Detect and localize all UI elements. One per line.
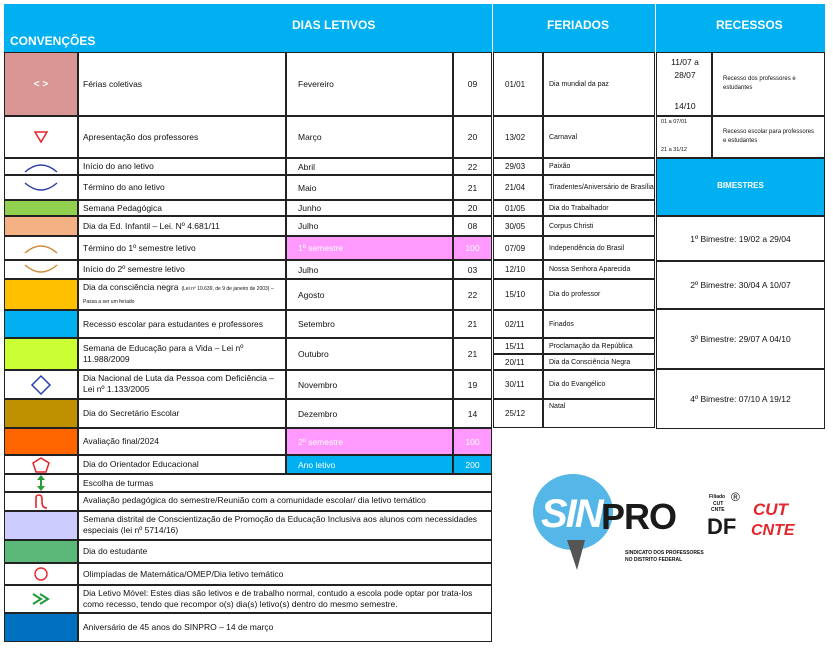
convention-swatch — [4, 338, 78, 370]
convention-swatch — [4, 399, 78, 428]
month-name: Março — [286, 116, 453, 158]
arc-down-icon — [21, 181, 61, 195]
month-name: Agosto — [286, 279, 453, 310]
holiday-date: 25/12 — [493, 399, 543, 428]
holiday-name: Dia do Evangélico — [543, 370, 655, 399]
holiday-name: Dia do professor — [543, 279, 655, 310]
holiday-name: Dia do Trabalhador — [543, 200, 655, 216]
convention-label — [78, 310, 286, 338]
holiday-date: 13/02 — [493, 116, 543, 158]
holiday-date: 21/04 — [493, 175, 543, 200]
bimesters-header — [656, 158, 825, 216]
holiday-name: Nossa Senhora Aparecida — [543, 260, 655, 279]
convention-label-text: Dia da Ed. Infantil – Lei. Nº 4.681/11 — [83, 220, 220, 231]
convention-label — [78, 52, 286, 116]
convention-swatch — [4, 455, 78, 474]
convention-swatch — [4, 200, 78, 216]
convention-swatch — [4, 370, 78, 399]
bimester-4: 4º Bimestre: 07/10 A 19/12 — [656, 369, 825, 429]
arc-up-icon — [21, 160, 61, 174]
month-days: 200 — [453, 455, 492, 474]
month-name: Fevereiro — [286, 52, 453, 116]
holiday-name: Corpus Christi — [543, 216, 655, 236]
convention-label — [78, 585, 492, 613]
holiday-name: Tiradentes/Aniversário de Brasília — [543, 175, 655, 200]
sinpro-logo — [527, 470, 807, 580]
vacation-symbol: < > — [33, 78, 49, 90]
holiday-date: 15/10 — [493, 279, 543, 310]
convention-label — [78, 511, 492, 540]
holiday-name: Paixão — [543, 158, 655, 175]
convention-label-text: Semana distrital de Conscientização de Promoção da Educação Inclusiva aos alunos com necessidades especiais (lei nº 5714/16) — [83, 514, 478, 535]
month-name: 1º semestre — [286, 236, 453, 260]
convention-swatch — [4, 216, 78, 236]
convention-swatch — [4, 474, 78, 492]
month-name: Ano letivo — [286, 455, 453, 474]
convention-label-text: Término do 1º semestre letivo — [83, 242, 196, 253]
recess-2-dates-a: 01 a 07/01 — [661, 119, 687, 125]
convention-swatch — [4, 158, 78, 175]
recesses-header — [656, 4, 825, 52]
convention-label — [78, 428, 286, 455]
logo-filiado: Filiado — [709, 494, 726, 500]
holiday-date: 30/11 — [493, 370, 543, 399]
month-name: Abril — [286, 158, 453, 175]
holiday-date: 07/09 — [493, 236, 543, 260]
convention-label-text: Escolha de turmas — [83, 477, 154, 488]
recess-1-desc: Recesso dos professores e estudantes — [712, 52, 825, 116]
convention-label — [78, 399, 286, 428]
month-name: Junho — [286, 200, 453, 216]
convention-swatch — [4, 613, 78, 642]
convention-label — [78, 175, 286, 200]
convention-label-text: Dia Letivo Móvel: Estes dias são letivos e de trabalho normal, contudo a escola pode optar por trata-los como recesso, tendo que recompor o(s) dia(s) letivo(s) dentro do mesmo semestre. — [83, 588, 473, 609]
recess-2-desc: Recesso escolar para professores e estudantes — [712, 116, 825, 158]
holiday-date: 15/11 — [493, 338, 543, 354]
conventions-header-label: CONVENÇÕES — [10, 34, 96, 48]
convention-swatch — [4, 260, 78, 279]
convention-label-text: Dia Nacional de Luta da Pessoa com Deficiência – Lei nº 1.133/2005 — [83, 373, 274, 394]
holiday-date: 02/11 — [493, 310, 543, 338]
month-days: 21 — [453, 338, 492, 370]
convention-swatch — [4, 279, 78, 310]
convention-label-text: Início do 2º semestre letivo — [83, 264, 185, 274]
convention-label — [78, 236, 286, 260]
month-name: Julho — [286, 260, 453, 279]
recess-row-2 — [656, 116, 712, 158]
month-days: 03 — [453, 260, 492, 279]
convention-label — [78, 474, 492, 492]
holiday-name: Finados — [543, 310, 655, 338]
month-days: 22 — [453, 279, 492, 310]
recess-1-dates-b: 14/10 — [674, 101, 696, 111]
arc-orange-up-icon — [21, 263, 61, 277]
logo-pro: PRO — [601, 496, 677, 537]
convention-label-text: Início do ano letivo — [83, 161, 154, 171]
month-days: 21 — [453, 310, 492, 338]
month-days: 14 — [453, 399, 492, 428]
convention-swatch — [4, 511, 78, 540]
convention-label-text: Aniversário de 45 anos do SINPRO – 14 de março — [83, 622, 274, 632]
recess-2-dates-b: 21 a 31/12 — [661, 147, 687, 153]
holiday-name: Natal — [543, 399, 655, 428]
holiday-name: Independência do Brasil — [543, 236, 655, 260]
convention-label — [78, 492, 492, 511]
convention-label-text: Dia do Secretário Escolar — [83, 408, 180, 418]
month-days: 100 — [453, 236, 492, 260]
convention-swatch — [4, 428, 78, 455]
triangle-down-icon — [33, 130, 49, 144]
convention-swatch — [4, 116, 78, 158]
convention-label-text: Recesso escolar para estudantes e professores — [83, 318, 264, 329]
chevron-icon — [31, 592, 51, 606]
recess-row-1 — [656, 52, 712, 116]
month-days: 100 — [453, 428, 492, 455]
convention-label — [78, 116, 286, 158]
logo-registered: ® — [731, 490, 740, 504]
loop-icon — [33, 494, 49, 510]
diamond-icon — [30, 374, 52, 396]
recess-1-dates-a: 11/07 a 28/07 — [671, 57, 699, 80]
month-name: Dezembro — [286, 399, 453, 428]
bimesters-header-label: BIMESTRES — [717, 181, 764, 190]
convention-note: (Lei nº 10.639, de 9 de janeiro de 2003) – Passa a ser um feriado — [83, 286, 274, 305]
convention-label — [78, 279, 286, 310]
convention-swatch — [4, 540, 78, 563]
month-name: Outubro — [286, 338, 453, 370]
convention-swatch — [4, 310, 78, 338]
convention-swatch — [4, 175, 78, 200]
holiday-name: Proclamação da República — [543, 338, 655, 354]
month-days: 09 — [453, 52, 492, 116]
convention-label — [78, 200, 286, 216]
bimester-1: 1º Bimestre: 19/02 a 29/04 — [656, 216, 825, 261]
convention-label — [78, 540, 492, 563]
convention-label — [78, 260, 286, 279]
convention-label-text: Olimpíadas de Matemática/OMEP/Dia letivo temático — [83, 568, 284, 579]
holiday-name: Dia mundial da paz — [543, 52, 655, 116]
month-days: 20 — [453, 116, 492, 158]
holiday-name: Carnaval — [543, 116, 655, 158]
pentagon-icon — [32, 457, 50, 473]
bimester-2: 2º Bimestre: 30/04 A 10/07 — [656, 261, 825, 309]
month-name: Julho — [286, 216, 453, 236]
holiday-date: 30/05 — [493, 216, 543, 236]
convention-label-text: Dia do estudante — [83, 546, 148, 556]
logo-subtitle-2: NO DISTRITO FEDERAL — [625, 557, 683, 563]
convention-label — [78, 613, 492, 642]
month-name: Setembro — [286, 310, 453, 338]
convention-swatch — [4, 492, 78, 511]
holiday-date: 01/01 — [493, 52, 543, 116]
logo-sin: SIN — [541, 492, 602, 536]
holiday-date: 01/05 — [493, 200, 543, 216]
convention-label-text: Avaliação final/2024 — [83, 436, 159, 446]
holiday-date: 12/10 — [493, 260, 543, 279]
convention-label-text: Dia do Orientador Educacional — [83, 459, 199, 469]
convention-label — [78, 216, 286, 236]
logo-affiliate-2: CNTE — [711, 507, 725, 513]
school-days-header — [286, 4, 492, 52]
convention-swatch — [4, 563, 78, 585]
logo-cut: CUT — [753, 500, 788, 519]
bimester-3: 3º Bimestre: 29/07 A 04/10 — [656, 309, 825, 369]
holiday-name: Dia da Consciência Negra — [543, 354, 655, 370]
convention-swatch — [4, 52, 78, 116]
convention-label — [78, 455, 286, 474]
conventions-header — [4, 4, 286, 52]
convention-label-text: Término do ano letivo — [83, 182, 165, 192]
convention-label — [78, 338, 286, 370]
convention-label-text: Dia da consciência negra — [83, 282, 179, 292]
month-name: Maio — [286, 175, 453, 200]
convention-swatch — [4, 585, 78, 613]
convention-label-text: Semana de Educação para a Vida – Lei nº 11.988/2009 — [83, 343, 244, 364]
month-days: 19 — [453, 370, 492, 399]
month-days: 21 — [453, 175, 492, 200]
holiday-date: 29/03 — [493, 158, 543, 175]
month-name: 2º semestre — [286, 428, 453, 455]
logo-subtitle-1: SINDICATO DOS PROFESSORES — [625, 550, 704, 556]
convention-label-text: Apresentação dos professores — [83, 131, 199, 142]
arc-orange-down-icon — [21, 241, 61, 255]
convention-label-text: Férias coletivas — [83, 78, 143, 89]
recesses-header-label: RECESSOS — [716, 18, 783, 32]
month-days: 08 — [453, 216, 492, 236]
logo-cnte: CNTE — [751, 522, 795, 539]
holidays-header-label: FERIADOS — [547, 18, 610, 32]
school-days-header-label: DIAS LETIVOS — [292, 18, 376, 32]
convention-label — [78, 370, 286, 399]
holiday-date: 20/11 — [493, 354, 543, 370]
month-days: 20 — [453, 200, 492, 216]
arrows-icon — [35, 474, 47, 492]
circle-icon — [33, 566, 49, 582]
holidays-header — [493, 4, 655, 52]
convention-label-text: Avaliação pedagógica do semestre/Reunião com a comunidade escolar/ dia letivo temático — [83, 495, 426, 505]
convention-label-text: Semana Pedagógica — [83, 202, 162, 213]
convention-label — [78, 158, 286, 175]
logo-df: DF — [707, 514, 737, 539]
convention-label — [78, 563, 492, 585]
month-days: 22 — [453, 158, 492, 175]
convention-swatch — [4, 236, 78, 260]
logo-affiliate-1: CUT — [713, 501, 724, 507]
month-name: Novembro — [286, 370, 453, 399]
